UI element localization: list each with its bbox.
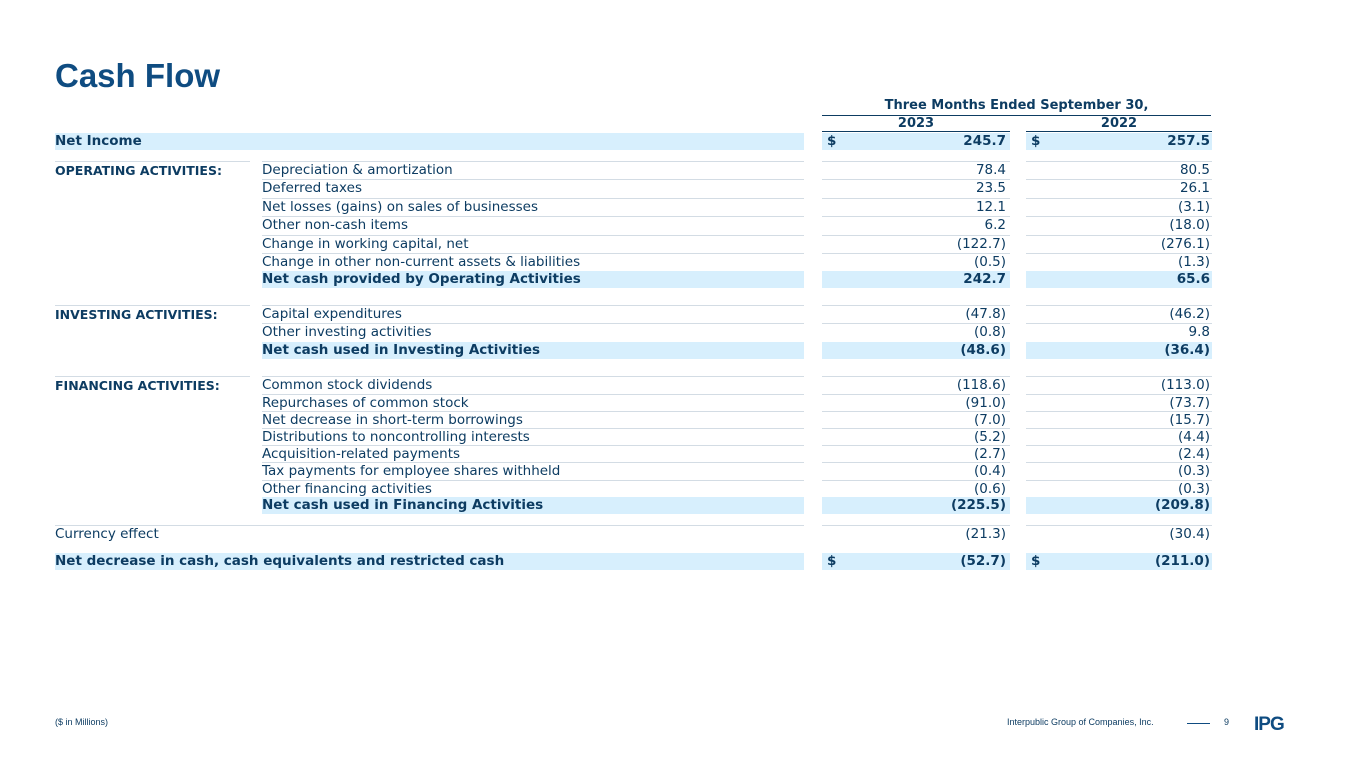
investing-total-row [0,342,1365,359]
net-income-label: Net Income [55,133,804,150]
net-decrease-label: Net decrease in cash, cash equivalents and restricted cash [55,553,804,570]
value-2022: (276.1) [1026,235,1212,252]
row-label: Other non-cash items [262,216,804,233]
row-label: Repurchases of common stock [262,394,804,411]
value-2023: (0.6) [822,480,1010,497]
value-2023: 23.5 [822,179,1010,196]
investing-row-0 [0,305,1365,322]
value-2022: (46.2) [1026,305,1212,322]
value: (211.0) [1154,553,1210,569]
row-label: Net decrease in short-term borrowings [262,411,804,428]
net-decrease-row [0,553,1365,570]
investing-total-label: Net cash used in Investing Activities [262,342,804,359]
financing-total-label: Net cash used in Financing Activities [262,497,804,514]
value-2022: (4.4) [1026,428,1212,445]
value-2023: (5.2) [822,428,1010,445]
dollar-sign: $ [1031,133,1041,149]
financing-row-3 [0,428,1365,445]
value-2023: (7.0) [822,411,1010,428]
value-2023: (0.4) [822,462,1010,479]
logo-text: IPG [1254,714,1284,732]
value-2022: 26.1 [1026,179,1212,196]
operating-total-row [0,271,1365,288]
value-2023: 6.2 [822,216,1010,233]
value-2022: (15.7) [1026,411,1212,428]
operating-row-2 [0,198,1365,215]
row-label: Tax payments for employee shares withheld [262,462,804,479]
net-income-2022 [1026,133,1212,150]
value-2022: (113.0) [1026,376,1212,393]
financing-row-5 [0,462,1365,479]
value: 257.5 [1167,133,1210,149]
value-2023: (118.6) [822,376,1010,393]
operating-total-label: Net cash provided by Operating Activities [262,271,804,288]
value-2022: 9.8 [1026,323,1212,340]
company-name: Interpublic Group of Companies, Inc. [1007,717,1154,727]
value: 245.7 [963,133,1006,149]
financing-row-6 [0,480,1365,497]
ipg-logo-icon [1254,714,1314,732]
page-number: 9 [1224,717,1230,727]
value: (52.7) [960,553,1006,569]
financing-row-4 [0,445,1365,462]
row-label: Distributions to noncontrolling interests [262,428,804,445]
operating-section-label: OPERATING ACTIVITIES: [55,161,250,178]
dollar-sign: $ [827,133,837,149]
operating-row-4 [0,235,1365,252]
row-label: Capital expenditures [262,305,804,322]
investing-section-label: INVESTING ACTIVITIES: [55,305,250,322]
value-2023: (0.5) [822,253,1010,270]
dollar-sign: $ [1031,553,1041,569]
value-2022: (73.7) [1026,394,1212,411]
financing-row-1 [0,394,1365,411]
value-2023: 12.1 [822,198,1010,215]
row-label: Depreciation & amortization [262,161,804,178]
financing-total-2023: (225.5) [822,497,1010,514]
value-2022: 80.5 [1026,161,1212,178]
net-income-2023 [822,133,1010,150]
operating-row-1 [0,179,1365,196]
row-label: Deferred taxes [262,179,804,196]
value-2023: (91.0) [822,394,1010,411]
row-label: Acquisition-related payments [262,445,804,462]
net-decrease-2023 [822,553,1010,570]
financing-row-0 [0,376,1365,393]
financing-total-2022: (209.8) [1026,497,1212,514]
financing-total-row [0,497,1365,514]
operating-row-5 [0,253,1365,270]
currency-effect-label: Currency effect [55,525,804,542]
value-2022: (2.4) [1026,445,1212,462]
year-header-2022: 2022 [1026,116,1212,132]
financing-section-label: FINANCING ACTIVITIES: [55,376,250,393]
row-label: Change in other non-current assets & liabilities [262,253,804,270]
year-header-2023: 2023 [822,116,1010,132]
footer-divider [1187,723,1210,724]
row-label: Change in working capital, net [262,235,804,252]
currency-effect-2022: (30.4) [1026,525,1212,542]
investing-total-2023: (48.6) [822,342,1010,359]
investing-row-1 [0,323,1365,340]
page-title: Cash Flow [55,57,221,94]
value-2022: (1.3) [1026,253,1212,270]
value-2023: (2.7) [822,445,1010,462]
currency-effect-2023: (21.3) [822,525,1010,542]
operating-row-3 [0,216,1365,233]
row-label: Net losses (gains) on sales of businesses [262,198,804,215]
value-2023: 78.4 [822,161,1010,178]
net-decrease-2022 [1026,553,1212,570]
dollar-sign: $ [827,553,837,569]
net-income-row [0,133,1365,150]
operating-total-2023: 242.7 [822,271,1010,288]
value-2022: (3.1) [1026,198,1212,215]
units-note: ($ in Millions) [55,717,109,727]
row-label: Other investing activities [262,323,804,340]
value-2023: (0.8) [822,323,1010,340]
currency-effect-row [0,525,1365,542]
operating-total-2022: 65.6 [1026,271,1212,288]
investing-total-2022: (36.4) [1026,342,1212,359]
financing-row-2 [0,411,1365,428]
row-label: Other financing activities [262,480,804,497]
value-2022: (18.0) [1026,216,1212,233]
period-header: Three Months Ended September 30, [822,97,1211,116]
operating-row-0 [0,161,1365,178]
row-label: Common stock dividends [262,376,804,393]
value-2023: (122.7) [822,235,1010,252]
value-2023: (47.8) [822,305,1010,322]
value-2022: (0.3) [1026,462,1212,479]
value-2022: (0.3) [1026,480,1212,497]
